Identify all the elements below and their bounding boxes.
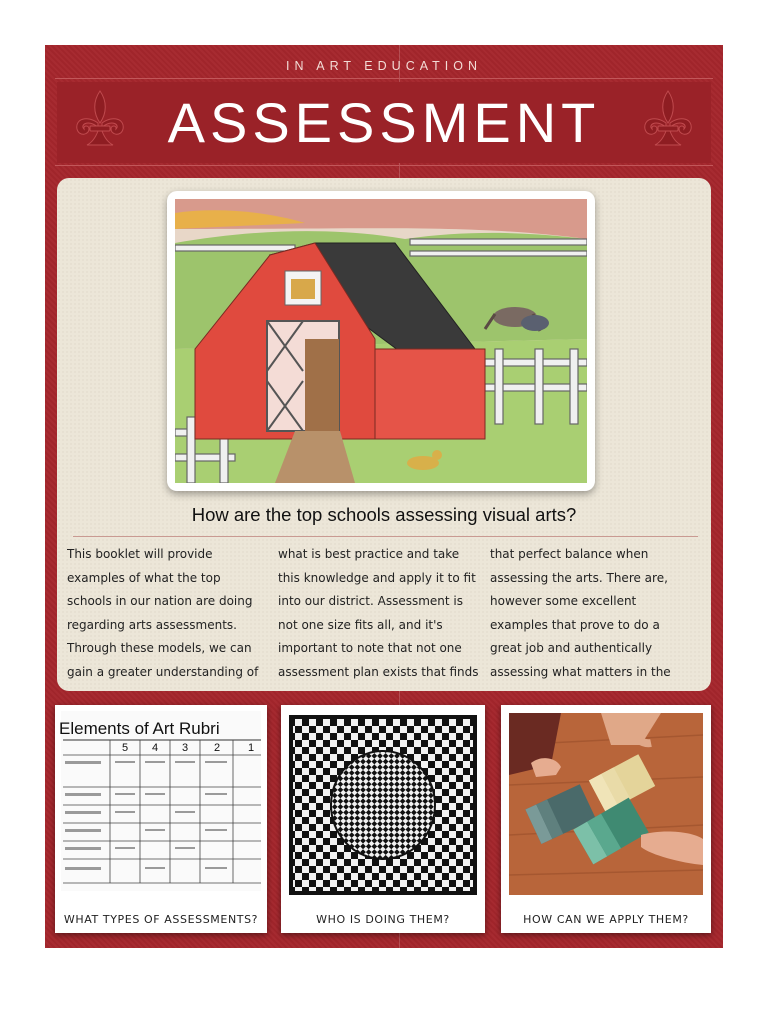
body-line: assessment plan exists that finds: [278, 664, 479, 679]
body-line: gain a greater understanding of: [67, 664, 259, 679]
barn-painting-icon: [175, 199, 587, 483]
booklet-cover: [45, 45, 723, 948]
body-line: into our district. Assessment is: [278, 594, 463, 608]
page-title: ASSESSMENT: [167, 91, 601, 154]
polaroid-caption: WHAT TYPES OF ASSESSMENTS?: [63, 913, 259, 926]
body-line: examples of what the top: [67, 570, 221, 585]
hero-photo-frame: [167, 191, 595, 491]
header-rule-top: [55, 78, 713, 79]
intro-card: [57, 178, 711, 691]
polaroid-assessment-types[interactable]: [55, 705, 267, 933]
polaroid-how-apply[interactable]: [501, 705, 711, 933]
rubric-score: 1: [247, 742, 255, 754]
body-column-1: [67, 543, 267, 684]
rubric-score: 5: [121, 742, 129, 754]
body-line: This booklet will provide: [67, 547, 213, 561]
body-line: however some excellent: [490, 594, 637, 608]
question-divider: [73, 536, 698, 537]
rubric-score: 4: [151, 742, 159, 754]
body-line: that perfect balance when: [490, 547, 649, 561]
body-line: schools in our nation are doing: [67, 594, 253, 608]
body-line: examples that prove to do a: [490, 617, 660, 632]
polaroid-caption: WHO IS DOING THEM?: [316, 913, 450, 926]
body-line: important to note that not one: [278, 641, 462, 655]
body-line: assessing what matters in the: [490, 664, 671, 679]
polaroid-who-doing[interactable]: [281, 705, 485, 933]
rubric-score: 3: [181, 742, 189, 754]
body-line: this knowledge and apply it to fit: [278, 570, 476, 585]
header-subtitle: IN ART EDUCATION: [286, 59, 482, 73]
hero-question: How are the top schools assessing visual arts?: [191, 504, 577, 525]
body-line: not one size fits all, and it's: [278, 617, 443, 632]
body-line: great job and authentically: [490, 641, 653, 655]
polaroid-caption: HOW CAN WE APPLY THEM?: [523, 913, 689, 926]
rubric-title: Elements of Art Rubri: [59, 719, 220, 738]
body-line: regarding arts assessments.: [67, 617, 237, 632]
op-art-checkerboard-icon: [281, 705, 485, 905]
body-line: Through these models, we can: [67, 641, 252, 655]
paint-chip-cards-icon: [501, 705, 711, 905]
body-column-2: [278, 543, 483, 684]
rubric-document-icon: [55, 705, 267, 905]
body-column-3: [490, 543, 690, 684]
body-line: assessing the arts. There are,: [490, 570, 668, 585]
header-rule-bottom: [55, 165, 713, 166]
body-line: what is best practice and take: [278, 547, 460, 561]
rubric-score: 2: [213, 742, 221, 754]
